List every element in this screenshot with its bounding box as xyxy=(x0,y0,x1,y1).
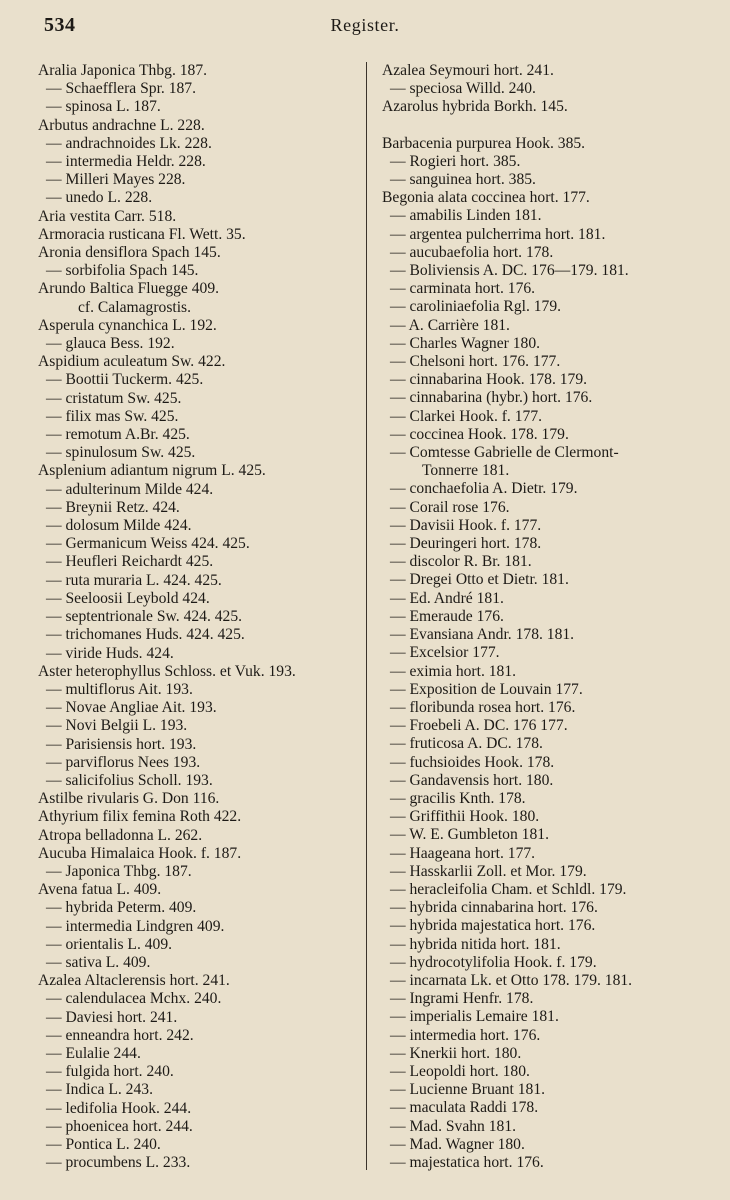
index-entry: — orientalis L. 409. xyxy=(46,935,173,953)
index-entry: Barbacenia purpurea Hook. 385. xyxy=(382,134,586,152)
index-entry: — fuchsioides Hook. 178. xyxy=(390,753,555,771)
page-number: 534 xyxy=(44,14,76,36)
index-entry: — calendulacea Mchx. 240. xyxy=(46,990,222,1008)
index-entry: — Corail rose 176. xyxy=(390,498,510,516)
index-entry: — intermedia Heldr. 228. xyxy=(46,153,206,171)
index-entry: Aster heterophyllus Schloss. et Vuk. 193. xyxy=(38,662,296,680)
index-entry: — eximia hort. 181. xyxy=(390,662,517,680)
index-entry: — glauca Bess. 192. xyxy=(46,335,175,353)
index-entry: — spinulosum Sw. 425. xyxy=(46,444,196,462)
index-entry: — Ingrami Henfr. 178. xyxy=(390,990,534,1008)
index-entry: — andrachnoides Lk. 228. xyxy=(46,134,212,152)
index-entry: — Indica L. 243. xyxy=(46,1081,153,1099)
index-entry: — Knerkii hort. 180. xyxy=(390,1044,522,1062)
index-entry: — hydrocotylifolia Hook. f. 179. xyxy=(390,953,597,971)
index-entry: — aucubaefolia hort. 178. xyxy=(390,243,554,261)
index-entry: — fruticosa A. DC. 178. xyxy=(390,735,543,753)
index-entry: Begonia alata coccinea hort. 177. xyxy=(382,189,590,207)
index-entry: — sativa L. 409. xyxy=(46,953,151,971)
running-head: Register. xyxy=(330,15,400,35)
index-entry: — spinosa L. 187. xyxy=(46,98,161,116)
index-entry: — cinnabarina Hook. 178. 179. xyxy=(390,371,588,389)
index-entry: — fulgida hort. 240. xyxy=(46,1063,174,1081)
index-entry: Avena fatua L. 409. xyxy=(38,881,162,899)
index-entry: — Rogieri hort. 385. xyxy=(390,152,521,170)
index-entry: — cinnabarina (hybr.) hort. 176. xyxy=(390,389,593,407)
index-entry: — Eulalie 244. xyxy=(46,1044,141,1062)
index-entry: Arbutus andrachne L. 228. xyxy=(38,116,205,134)
index-entry: — Mad. Wagner 180. xyxy=(390,1135,525,1153)
index-entry: Aronia densiflora Spach 145. xyxy=(38,244,221,262)
index-entry: — Davisii Hook. f. 177. xyxy=(390,516,542,534)
index-entry: Athyrium filix femina Roth 422. xyxy=(38,808,242,826)
index-entry: — intermedia Lindgren 409. xyxy=(46,917,225,935)
index-column-right xyxy=(382,62,704,1172)
index-entry: — Parisiensis hort. 193. xyxy=(46,735,197,753)
index-entry: — Lucienne Bruant 181. xyxy=(390,1081,546,1099)
index-entry: — maculata Raddi 178. xyxy=(390,1099,539,1117)
index-entry: — remotum A.Br. 425. xyxy=(46,426,190,444)
index-entry: — imperialis Lemaire 181. xyxy=(390,1008,559,1026)
index-entry: — Boottii Tuckerm. 425. xyxy=(46,371,204,389)
index-entry: — speciosa Willd. 240. xyxy=(390,80,536,98)
index-entry: — trichomanes Huds. 424. 425. xyxy=(46,626,245,644)
index-entry: — coccinea Hook. 178. 179. xyxy=(390,425,569,443)
index-entry: — Excelsior 177. xyxy=(390,644,500,662)
index-entry: — conchaefolia A. Dietr. 179. xyxy=(390,480,578,498)
index-entry: — hybrida nitida hort. 181. xyxy=(390,935,561,953)
index-entry: — carminata hort. 176. xyxy=(390,280,536,298)
index-entry-continuation: Tonnerre 181. xyxy=(422,462,510,480)
index-entry: — adulterinum Milde 424. xyxy=(46,480,214,498)
index-entry: — Schaefflera Spr. 187. xyxy=(46,80,196,98)
index-entry: Aria vestita Carr. 518. xyxy=(38,207,177,225)
index-entry: — phoenicea hort. 244. xyxy=(46,1117,193,1135)
index-entry: — amabilis Linden 181. xyxy=(390,207,542,225)
index-entry: — Breynii Retz. 424. xyxy=(46,498,180,516)
index-entry: — cristatum Sw. 425. xyxy=(46,389,182,407)
index-entry: — discolor R. Br. 181. xyxy=(390,553,532,571)
index-entry: — Evansiana Andr. 178. 181. xyxy=(390,626,575,644)
index-entry: — heracleifolia Cham. et Schldl. 179. xyxy=(390,880,627,898)
index-entry: — Emeraude 176. xyxy=(390,607,504,625)
column-divider xyxy=(366,62,367,1170)
index-entry: Atropa belladonna L. 262. xyxy=(38,826,203,844)
section-gap xyxy=(382,117,704,135)
index-entry: — Haageana hort. 177. xyxy=(390,844,536,862)
index-entry: — hybrida Peterm. 409. xyxy=(46,899,197,917)
index-entry: — Ed. André 181. xyxy=(390,589,504,607)
index-entry: — Exposition de Louvain 177. xyxy=(390,680,583,698)
index-entry: — Griffithii Hook. 180. xyxy=(390,808,540,826)
index-entry: — caroliniaefolia Rgl. 179. xyxy=(390,298,562,316)
index-entry: — Milleri Mayes 228. xyxy=(46,171,186,189)
index-entry: — Froebeli A. DC. 176 177. xyxy=(390,717,568,735)
index-entry: — sorbifolia Spach 145. xyxy=(46,262,199,280)
index-entry: Azalea Seymouri hort. 241. xyxy=(382,62,554,79)
index-entry: Aralia Japonica Thbg. 187. xyxy=(38,62,208,79)
index-entry: — unedo L. 228. xyxy=(46,189,153,207)
index-entry: — Novi Belgii L. 193. xyxy=(46,717,188,735)
index-entry: — Chelsoni hort. 176. 177. xyxy=(390,353,561,371)
index-entry: Arundo Baltica Fluegge 409. xyxy=(38,280,220,298)
index-column-left xyxy=(38,62,356,1172)
index-entry: — ledifolia Hook. 244. xyxy=(46,1099,192,1117)
index-entry: — gracilis Knth. 178. xyxy=(390,789,526,807)
index-entry: Aspidium aculeatum Sw. 422. xyxy=(38,353,226,371)
index-entry: — Germanicum Weiss 424. 425. xyxy=(46,535,250,553)
index-entry-cross-reference: cf. Calamagrostis. xyxy=(78,298,192,316)
index-entry: — Leopoldi hort. 180. xyxy=(390,1062,530,1080)
index-entry: — majestatica hort. 176. xyxy=(390,1153,544,1171)
index-entry: — dolosum Milde 424. xyxy=(46,517,192,535)
index-entry: — procumbens L. 233. xyxy=(46,1154,191,1172)
index-entry: Armoracia rusticana Fl. Wett. 35. xyxy=(38,225,246,243)
index-entry: — floribunda rosea hort. 176. xyxy=(390,698,576,716)
index-entry: — Hasskarlii Zoll. et Mor. 179. xyxy=(390,862,587,880)
index-entry: — Deuringeri hort. 178. xyxy=(390,535,542,553)
index-entry: — Charles Wagner 180. xyxy=(390,334,541,352)
index-entry: Aucuba Himalaica Hook. f. 187. xyxy=(38,844,242,862)
index-entry: — Clarkei Hook. f. 177. xyxy=(390,407,543,425)
index-entry: — multiflorus Ait. 193. xyxy=(46,680,193,698)
index-entry: — Seeloosii Leybold 424. xyxy=(46,589,210,607)
index-entry: — septentrionale Sw. 424. 425. xyxy=(46,608,243,626)
index-entry: — Heufleri Reichardt 425. xyxy=(46,553,214,571)
index-entry: — intermedia hort. 176. xyxy=(390,1026,541,1044)
index-entry: — W. E. Gumbleton 181. xyxy=(390,826,549,844)
index-entry: — argentea pulcherrima hort. 181. xyxy=(390,225,606,243)
index-entry: — hybrida majestatica hort. 176. xyxy=(390,917,596,935)
index-entry: Asplenium adiantum nigrum L. 425. xyxy=(38,462,266,480)
index-entry: Azalea Altaclerensis hort. 241. xyxy=(38,972,230,990)
index-entry: — hybrida cinnabarina hort. 176. xyxy=(390,899,598,917)
index-entry: — Novae Angliae Ait. 193. xyxy=(46,699,217,717)
index-entry: — ruta muraria L. 424. 425. xyxy=(46,571,222,589)
index-entry: — Japonica Thbg. 187. xyxy=(46,862,192,880)
index-entry: Azarolus hybrida Borkh. 145. xyxy=(382,98,568,116)
index-entry: — incarnata Lk. et Otto 178. 179. 181. xyxy=(390,971,633,989)
index-entry: — filix mas Sw. 425. xyxy=(46,407,179,425)
index-entry: — Dregei Otto et Dietr. 181. xyxy=(390,571,569,589)
index-entry: — A. Carrière 181. xyxy=(390,316,510,334)
index-entry: Asperula cynanchica L. 192. xyxy=(38,316,217,334)
index-entry: — viride Huds. 424. xyxy=(46,644,174,662)
index-entry: — enneandra hort. 242. xyxy=(46,1026,194,1044)
index-entry: Astilbe rivularis G. Don 116. xyxy=(38,790,220,808)
index-entry: — salicifolius Scholl. 193. xyxy=(46,771,213,789)
index-entry: — sanguinea hort. 385. xyxy=(390,171,536,189)
index-entry: — Comtesse Gabrielle de Clermont- xyxy=(390,444,619,462)
index-entry: — parviflorus Nees 193. xyxy=(46,753,201,771)
index-entry: — Gandavensis hort. 180. xyxy=(390,771,554,789)
index-entry: — Pontica L. 240. xyxy=(46,1135,161,1153)
index-entry: — Mad. Svahn 181. xyxy=(390,1117,517,1135)
index-entry: — Boliviensis A. DC. 176—179. 181. xyxy=(390,262,629,280)
index-entry: — Daviesi hort. 241. xyxy=(46,1008,178,1026)
